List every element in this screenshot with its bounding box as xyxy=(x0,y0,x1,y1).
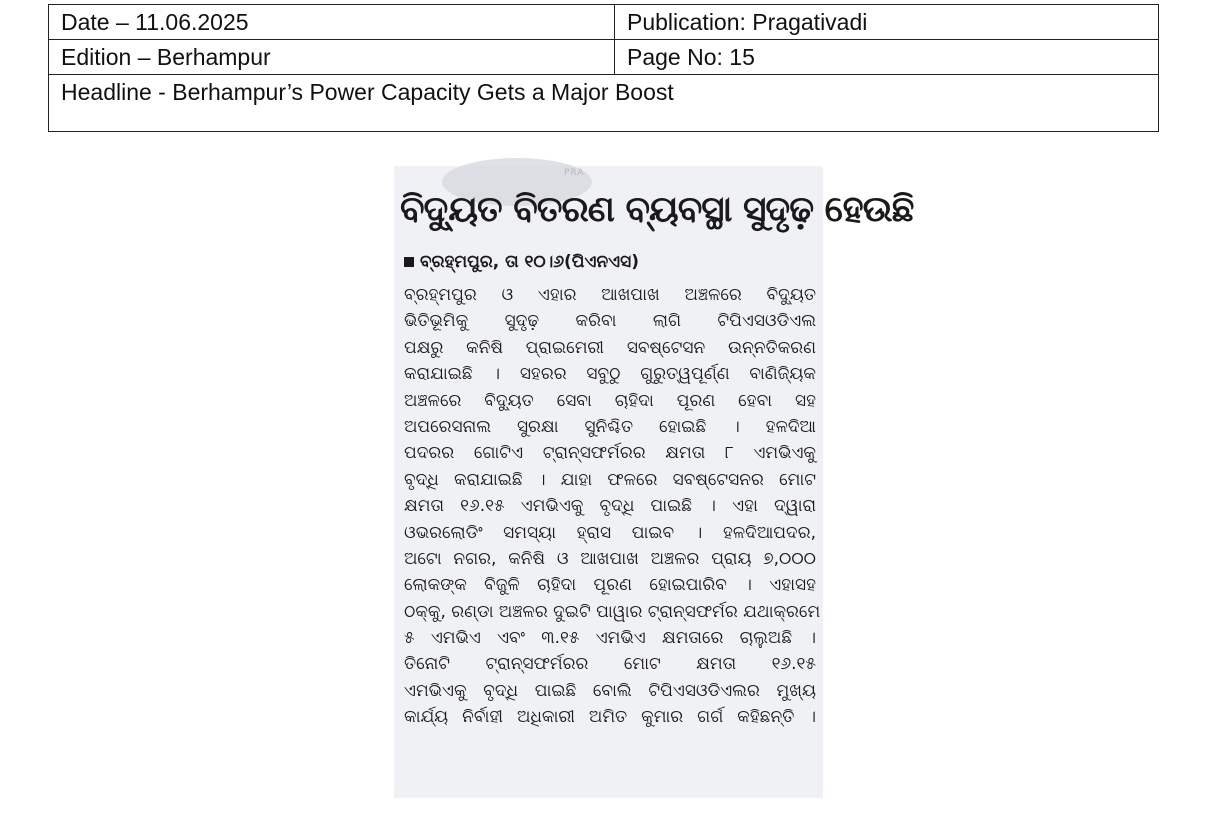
article-line: କରାଯାଇଛି । ସହରର ସବୁଠୁ ଗୁରୁତ୍ୱପୂର୍ଣ୍ଣ ବାଣିଜ୍ୟିକ xyxy=(404,364,816,385)
article-line: ଅଟୋ ନଗର, କନିଷି ଓ ଆଖପାଖ ଅଞ୍ଚଳର ପ୍ରାୟ ୭,୦୦୦ xyxy=(404,548,816,569)
dateline-text: ବ୍ରହ୍ମପୁର, ତା ୧୦।୬(ପିଏନଏସ) xyxy=(420,252,639,272)
headline-cell: Headline - Berhampur’s Power Capacity Gets a Major Boost xyxy=(49,75,1159,132)
article-line: ଏମଭିଏକୁ ବୃଦ୍ଧି ପାଇଛି ବୋଲି ଟିପିଏସଓଡିଏଲର ମୁଖ୍ୟ xyxy=(404,680,816,701)
article-line: ପକ୍ଷରୁ କନିଷି ପ୍ରାଇମେରୀ ସବଷ୍ଟେସନ ଉନ୍ନତିକରଣ xyxy=(404,337,816,358)
metadata-row xyxy=(49,5,1159,40)
article-line: କାର୍ଯ୍ୟ ନିର୍ବାହୀ ଅଧିକାରୀ ଅମିତ କୁମାର ଗର୍ଗ କହିଛନ୍ତି । xyxy=(404,707,816,728)
publication-cell: Publication: Pragativadi xyxy=(615,5,1159,40)
article-line: ଓଭରଲୋଡିଂ ସମସ୍ୟା ହ୍ରାସ ପାଇବ । ହଳଦିଆପଦର, xyxy=(404,522,816,543)
metadata-table xyxy=(48,4,1159,132)
article-line: ବୃଦ୍ଧି କରାଯାଇଛି । ଯାହା ଫଳରେ ସବଷ୍ଟେସନର ମୋଟ xyxy=(404,469,816,490)
metadata-row xyxy=(49,40,1159,75)
article-line: ଅପରେସନାଲ ସୁରକ୍ଷା ସୁନିଶ୍ଚିତ ହୋଇଛି । ହଳଦିଆ xyxy=(404,416,816,437)
date-cell: Date – 11.06.2025 xyxy=(49,5,615,40)
article-line: ଲୋକଙ୍କ ବିଜୁଳି ଚାହିଦା ପୂରଣ ହୋଇପାରିବ । ଏହାସହ xyxy=(404,575,816,596)
article-headline: ବିଦ୍ୟୁତ ବିତରଣ ବ୍ୟବସ୍ଥା ସୁଦୃଢ଼ ହେଉଛି xyxy=(400,189,914,230)
article-line: ୫ ଏମଭିଏ ଏବଂ ୩.୧୫ ଏମଭିଏ କ୍ଷମତାରେ ଚାଲୁଅଛି । xyxy=(404,628,816,649)
bullet-square-icon xyxy=(404,257,414,267)
article-line: ଠକ୍କୁ, ରଣ୍ଡା ଅଞ୍ଚଳର ଦୁଇଟି ପାୱାର ଟ୍ରାନ୍ସଫର୍ମର ଯଥାକ୍ରମେ xyxy=(404,601,821,622)
article-line: ବ୍ରହ୍ମପୁର ଓ ଏହାର ଆଖପାଖ ଅଞ୍ଚଳରେ ବିଦ୍ୟୁତ xyxy=(404,285,816,305)
article-line: ପଦରର ଗୋଟିଏ ଟ୍ରାନ୍ସଫର୍ମରର କ୍ଷମତା ୮ ଏମଭିଏକୁ xyxy=(404,443,816,464)
edition-cell: Edition – Berhampur xyxy=(49,40,615,75)
metadata-row xyxy=(49,75,1159,132)
article-line: କ୍ଷମତା ୧୬.୧୫ ଏମଭିଏକୁ ବୃଦ୍ଧି ପାଇଛି । ଏହା ଦ୍ୱାରା xyxy=(404,496,816,517)
page-number-cell: Page No: 15 xyxy=(615,40,1159,75)
article-line: ତିନୋଟି ଟ୍ରାନ୍ସଫର୍ମରର ମୋଟ କ୍ଷମତା ୧୬.୧୫ xyxy=(404,654,816,675)
newspaper-clipping xyxy=(394,166,914,798)
article-line: ଭିତିଭୂମିକୁ ସୁଦୃଢ଼ କରିବା ଲାଗି ଟିପିଏସଓଡିଏଲ xyxy=(404,311,816,332)
article-line: ଅଞ୍ଚଳରେ ବିଦ୍ୟୁତ ସେବା ଚାହିଦା ପୂରଣ ହେବା ସହ xyxy=(404,390,816,411)
article-body xyxy=(404,282,821,731)
article-dateline xyxy=(404,252,639,272)
logo-watermark-text: PRA xyxy=(564,168,585,178)
